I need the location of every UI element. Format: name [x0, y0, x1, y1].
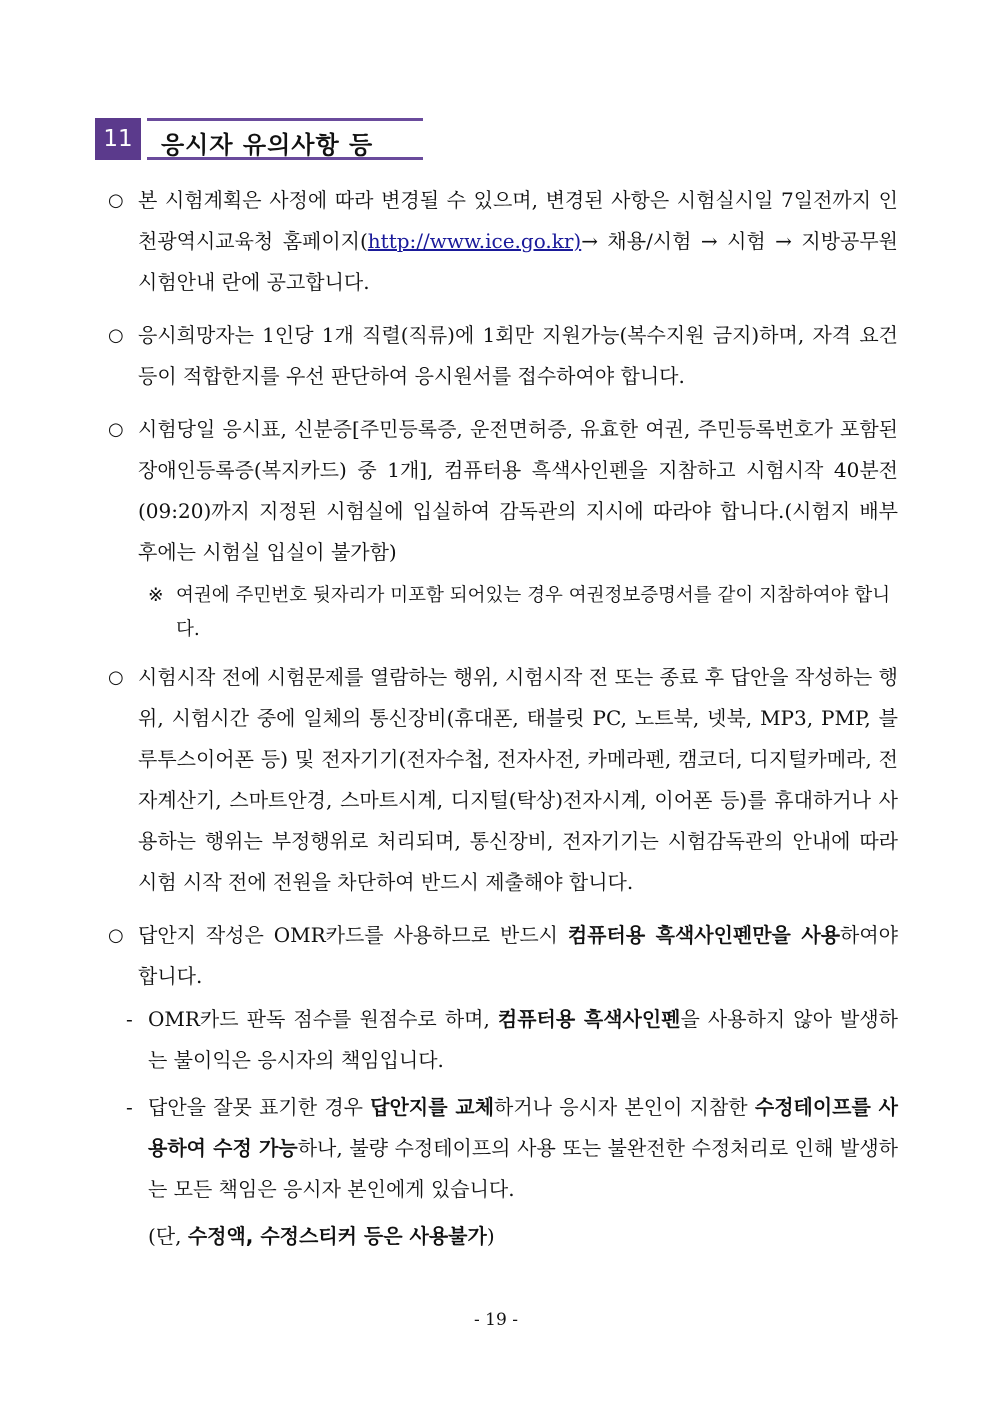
emphasis-text: 답안지를 교체	[370, 1095, 495, 1119]
sub-item: - 답안을 잘못 표기한 경우 답안지를 교체하거나 응시자 본인이 지참한 수정테이프를 사용하여 수정 가능하나, 불량 수정테이프의 사용 또는 불완전한 수정처리로 인해 발생하는 모든 책임은 응시자 본인에게 있습니다.	[108, 1087, 898, 1210]
list-item: ○ 시험시작 전에 시험문제를 열람하는 행위, 시험시작 전 또는 종료 후 답안을 작성하는 행위, 시험시간 중에 일체의 통신장비(휴대폰, 태블릿 PC, 노트북, 넷북, MP3, PMP, 블루투스이어폰 등) 및 전자기기(전자수첩, 전자사전, 카메라펜, 캠코더, 디지털카메라, 전자계산기, 스마트안경, 스마트시계, 디지털(탁상)전자시계, 이어폰 등)를 휴대하거나 사용하는 행위는 부정행위로 처리되며, 통신장비, 전자기기는 시험감독관의 안내에 따라 시험 시작 전에 전원을 차단하여 반드시 제출해야 합니다.	[108, 657, 898, 903]
circle-bullet-icon: ○	[108, 667, 124, 688]
list-item: ○ 응시희망자는 1인당 1개 직렬(직류)에 1회만 지원가능(복수지원 금지)하며, 자격 요건 등이 적합한지를 우선 판단하여 응시원서를 접수하여야 합니다.	[108, 315, 898, 397]
emphasis-text: 컴퓨터용 흑색사인펜	[497, 1007, 681, 1031]
circle-bullet-icon: ○	[108, 325, 124, 346]
website-link[interactable]: http://www.ice.go.kr)	[367, 229, 582, 253]
circle-bullet-icon: ○	[108, 419, 124, 440]
dash-bullet-icon: -	[126, 1095, 133, 1119]
list-item: ○ 답안지 작성은 OMR카드를 사용하므로 반드시 컴퓨터용 흑색사인펜만을 사용하여야 합니다.	[108, 915, 898, 997]
page-number: - 19 -	[474, 1310, 518, 1330]
emphasis-text: 수정액, 수정스티커 등은 사용불가	[187, 1224, 487, 1248]
emphasis-text: 컴퓨터용 흑색사인펜만을 사용	[567, 923, 841, 947]
circle-bullet-icon: ○	[108, 925, 124, 946]
reference-mark-icon: ※	[148, 585, 164, 606]
exception-note: (단, 수정액, 수정스티커 등은 사용불가)	[148, 1224, 495, 1248]
dash-bullet-icon: -	[126, 1007, 133, 1031]
section-title: 응시자 유의사항 등	[161, 131, 374, 159]
list-item: ○ 시험당일 응시표, 신분증[주민등록증, 운전면허증, 유효한 여권, 주민등록번호가 포함된 장애인등록증(복지카드) 중 1개], 컴퓨터용 흑색사인펜을 지참하고 시험시작 40분전(09:20)까지 지정된 시험실에 입실하여 감독관의 지시에 따라야 합니다.(시험지 배부 후에는 시험실 입실이 불가함)	[108, 409, 898, 573]
section-header	[95, 118, 425, 162]
circle-bullet-icon: ○	[108, 190, 124, 211]
notice-content	[108, 180, 898, 1257]
emphasis-text: 수정테이프를 사용하여 수정 가능	[148, 1095, 898, 1160]
list-item: ○ 본 시험계획은 사정에 따라 변경될 수 있으며, 변경된 사항은 시험실시일 7일전까지 인천광역시교육청 홈페이지(http://www.ice.go.kr)→ 채용/시험 → 시험 → 지방공무원 시험안내 란에 공고합니다.	[108, 180, 898, 303]
sub-item: - OMR카드 판독 점수를 원점수로 하며, 컴퓨터용 흑색사인펜을 사용하지 않아 발생하는 불이익은 응시자의 책임입니다.	[108, 999, 898, 1081]
section-title-box	[147, 118, 423, 160]
section-number: 11	[95, 118, 141, 160]
reference-note: ※ 여권에 주민번호 뒷자리가 미포함 되어있는 경우 여권정보증명서를 같이 지참하여야 합니다.	[108, 579, 898, 647]
